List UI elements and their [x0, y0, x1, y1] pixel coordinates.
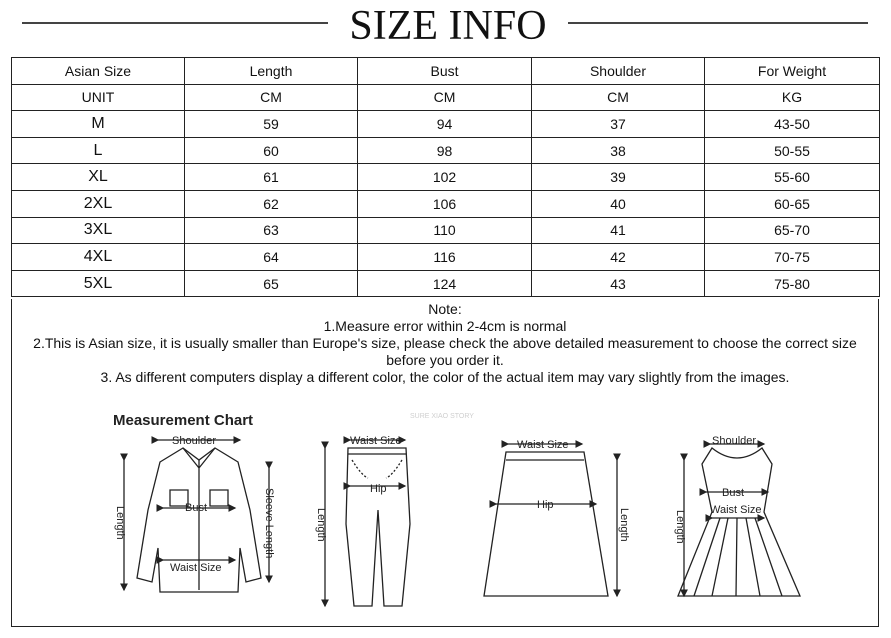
size-cell: 4XL	[12, 244, 185, 271]
table-row	[12, 190, 880, 217]
dress-length-label: Length	[674, 510, 686, 544]
bust-cell: 94	[358, 111, 532, 138]
pants-diagram	[325, 440, 410, 606]
dress-diagram	[678, 444, 800, 596]
length-cell: 60	[185, 137, 358, 164]
table-unit-row	[12, 84, 880, 111]
pants-waist-label: Waist Size	[350, 435, 402, 447]
shoulder-cell: 37	[532, 111, 705, 138]
length-cell: 65	[185, 270, 358, 297]
shirt-bust-label: Bust	[185, 502, 208, 514]
length-cell: 59	[185, 111, 358, 138]
measurement-chart-drawing	[0, 400, 891, 633]
table-row	[12, 137, 880, 164]
shirt-length-label: Length	[114, 506, 126, 540]
pants-length-label: Length	[315, 508, 327, 542]
weight-cell: 70-75	[705, 244, 880, 271]
size-cell: 3XL	[12, 217, 185, 244]
shirt-sleeve-label: Sleeve Length	[263, 488, 275, 559]
shirt-shoulder-label: Shoulder	[172, 435, 217, 447]
bust-cell: 98	[358, 137, 532, 164]
table-header-cell: Asian Size	[12, 58, 185, 85]
table-unit-cell: KG	[705, 84, 880, 111]
pants-outline-icon	[346, 448, 410, 606]
shoulder-cell: 39	[532, 164, 705, 191]
length-cell: 64	[185, 244, 358, 271]
table-unit-cell: UNIT	[12, 84, 185, 111]
weight-cell: 65-70	[705, 217, 880, 244]
table-row	[12, 244, 880, 271]
bust-cell: 116	[358, 244, 532, 271]
dress-shoulder-label: Shoulder	[712, 435, 757, 447]
note-line: 1.Measure error within 2-4cm is normal	[323, 318, 567, 334]
shoulder-cell: 42	[532, 244, 705, 271]
size-cell: M	[12, 111, 185, 138]
size-cell: 5XL	[12, 270, 185, 297]
shoulder-cell: 43	[532, 270, 705, 297]
table-header-cell: For Weight	[705, 58, 880, 85]
chart-title: Measurement Chart	[113, 412, 254, 429]
note-line: 2.This is Asian size, it is usually smaller than Europe's size, please check the above detailed measurement to choose the correct size before you order it.	[33, 335, 857, 368]
dress-waist-label: Waist Size	[710, 504, 762, 516]
weight-cell: 55-60	[705, 164, 880, 191]
bust-cell: 124	[358, 270, 532, 297]
skirt-outline-icon	[484, 452, 608, 596]
table-header-cell: Bust	[358, 58, 532, 85]
shirt-waist-label: Waist Size	[170, 562, 222, 574]
table-header-row	[12, 58, 880, 85]
page-title: SIZE INFO	[349, 3, 547, 49]
length-cell: 63	[185, 217, 358, 244]
pants-hip-label: Hip	[370, 483, 387, 495]
size-cell: 2XL	[12, 190, 185, 217]
measurement-chart	[0, 400, 891, 633]
weight-cell: 43-50	[705, 111, 880, 138]
table-unit-cell: CM	[185, 84, 358, 111]
watermark: SURE XIAO STORY	[410, 413, 474, 420]
table-header-cell: Shoulder	[532, 58, 705, 85]
length-cell: 61	[185, 164, 358, 191]
size-cell: XL	[12, 164, 185, 191]
table-row	[12, 111, 880, 138]
table-header-cell: Length	[185, 58, 358, 85]
table-row	[12, 270, 880, 297]
skirt-diagram	[484, 444, 617, 596]
note-line: 3. As different computers display a different color, the color of the actual item may vary slightly from the images.	[100, 369, 790, 385]
table-unit-cell: CM	[532, 84, 705, 111]
table-row	[12, 164, 880, 191]
skirt-length-label: Length	[618, 508, 630, 542]
table-row	[12, 217, 880, 244]
shoulder-cell: 41	[532, 217, 705, 244]
size-cell: L	[12, 137, 185, 164]
table-unit-cell: CM	[358, 84, 532, 111]
bust-cell: 106	[358, 190, 532, 217]
notes-title: Note:	[428, 301, 462, 317]
bust-cell: 102	[358, 164, 532, 191]
dress-bust-label: Bust	[722, 487, 745, 499]
skirt-waist-label: Waist Size	[517, 439, 569, 451]
shoulder-cell: 38	[532, 137, 705, 164]
bust-cell: 110	[358, 217, 532, 244]
shoulder-cell: 40	[532, 190, 705, 217]
title-row	[0, 0, 891, 56]
length-cell: 62	[185, 190, 358, 217]
skirt-hip-label: Hip	[537, 499, 554, 511]
weight-cell: 50-55	[705, 137, 880, 164]
size-table	[11, 57, 880, 297]
weight-cell: 60-65	[705, 190, 880, 217]
title-divider-right	[568, 22, 868, 24]
dress-outline-icon	[678, 448, 800, 596]
weight-cell: 75-80	[705, 270, 880, 297]
title-divider-left	[22, 22, 328, 24]
